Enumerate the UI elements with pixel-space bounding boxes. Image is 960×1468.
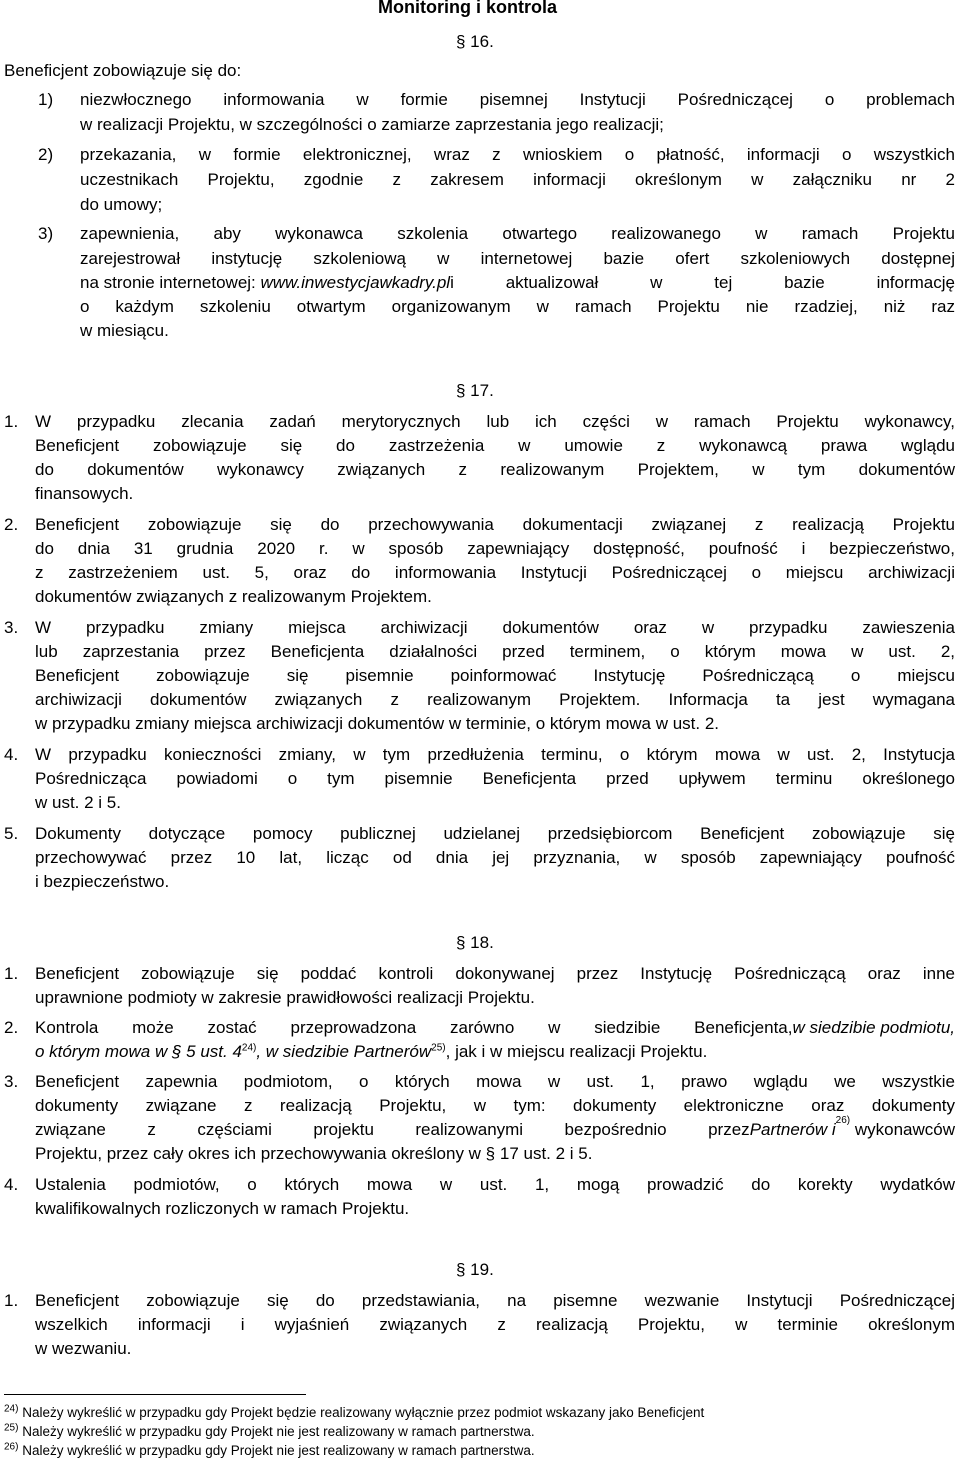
text-fragment: wykonawców: [850, 1120, 955, 1139]
text-fragment: na stronie internetowej:: [80, 273, 261, 292]
footnote-ref[interactable]: 24): [241, 1042, 257, 1054]
list-item-number: 3): [38, 224, 54, 243]
list-item-line: dokumentów związanych z realizowanym Projektem.: [35, 587, 432, 606]
list-item-line: do umowy;: [80, 195, 163, 214]
section-19-heading: § 19.: [456, 1260, 494, 1279]
list-item-line: Beneficjent zobowiązuje się do przechowywania dokumentacji związanej z realizacją Projektu: [35, 515, 955, 534]
text-fragment: o którym mowa w § 5 ust. 4: [35, 1042, 242, 1061]
list-item-line: zapewnienia, aby wykonawca szkolenia otwartego realizowanego w ramach Projektu: [80, 224, 955, 243]
text-fragment: w siedzibie podmiotu,: [792, 1018, 955, 1037]
list-item-line: do dnia 31 grudnia 2020 r. w sposób zapewniający dostępność, poufność i bezpieczeństwo,: [35, 539, 955, 558]
list-item-line: w miesiącu.: [80, 321, 169, 340]
footnote: [4, 1422, 535, 1439]
footnote-text: Należy wykreślić w przypadku gdy Projekt będzie realizowany wyłącznie przez podmiot wskazany jako Beneficjent: [22, 1405, 705, 1420]
list-item-number: 1): [38, 90, 54, 109]
list-item-number: 1.: [4, 1291, 19, 1310]
list-item-line: w realizacji Projektu, w szczególności o zamiarze zaprzestania jego realizacji;: [80, 115, 664, 134]
footnote-mark: 24): [4, 1403, 19, 1415]
list-item-number: 1.: [4, 964, 19, 983]
list-item-number: 4.: [4, 745, 19, 764]
list-item-line: Projektu, przez cały okres ich przechowywania określony w § 17 ust. 2 i 5.: [35, 1144, 593, 1163]
list-item-line: uczestnikach Projektu, zgodnie z zakresem informacji określonym w załączniku nr 2: [80, 170, 955, 189]
list-item-number: 2): [38, 145, 54, 164]
list-item-number: 2.: [4, 1018, 19, 1037]
footnote-text: Należy wykreślić w przypadku gdy Projekt nie jest realizowany w ramach partnerstwa.: [22, 1443, 535, 1458]
footnote: [4, 1441, 535, 1458]
text-fragment: Partnerów i: [749, 1120, 836, 1139]
list-item-number: 2.: [4, 515, 19, 534]
list-item-line: Beneficjent zobowiązuje się pisemnie poinformować Instytucję Pośredniczącą o miejscu: [35, 666, 955, 685]
list-item-line: uprawnione podmioty w zakresie prawidłowości realizacji Projektu.: [35, 988, 535, 1007]
list-item-line: zarejestrował instytucję szkoleniową w internetowej bazie ofert szkoleniowych dostępnej: [80, 249, 955, 268]
list-item-line: archiwizacji dokumentów związanych z realizowanym Projektem. Informacja ta jest wymagana: [35, 690, 955, 709]
section-17-heading: § 17.: [456, 381, 494, 400]
list-item-line: przekazania, w formie elektronicznej, wraz z wnioskiem o płatność, informacji o wszystkich: [80, 145, 955, 164]
footnote: [4, 1403, 705, 1420]
list-item-line: W przypadku zmiany miejsca archiwizacji dokumentów oraz w przypadku zawieszenia: [35, 618, 955, 637]
text-fragment: Kontrola może zostać przeprowadzona zarówno w siedzibie Beneficjenta,: [35, 1018, 793, 1037]
text-fragment: , jak i w miejscu realizacji Projektu.: [445, 1042, 708, 1061]
list-item-line: w wezwaniu.: [35, 1339, 132, 1358]
list-item-line: w przypadku zmiany miejsca archiwizacji dokumentów w terminie, o którym mowa w ust. 2.: [35, 714, 720, 733]
footnote-ref[interactable]: 26): [835, 1115, 851, 1126]
list-item-line: finansowych.: [35, 484, 134, 503]
list-item-line: niezwłocznego informowania w formie pisemnej Instytucji Pośredniczącej o problemach: [80, 90, 955, 109]
list-item-line: Ustalenia podmiotów, o których mowa w ust. 1, mogą prowadzić do korekty wydatków: [35, 1175, 955, 1194]
list-item-line: lub zaprzestania przez Beneficjenta działalności przed terminem, o którym mowa w ust. 2,: [35, 642, 955, 661]
list-item-line: Beneficjent zapewnia podmiotom, o których mowa w ust. 1, prawo wglądu we wszystkie: [35, 1072, 955, 1091]
footnote-text: Należy wykreślić w przypadku gdy Projekt nie jest realizowany w ramach partnerstwa.: [22, 1424, 535, 1439]
text-fragment: i aktualizował w tej bazie informację: [450, 273, 955, 292]
list-item-line: [35, 1115, 955, 1139]
footnote-mark: 26): [4, 1441, 19, 1453]
list-item-line: Beneficjent zobowiązuje się do przedstawiania, na pisemne wezwanie Instytucji Pośredniczącej: [35, 1291, 955, 1310]
section-18-heading: § 18.: [456, 933, 494, 952]
list-item-line: dokumenty związane z realizacją Projektu, w tym: dokumenty elektroniczne oraz dokumenty: [35, 1096, 955, 1115]
list-item-line: do dokumentów wykonawcy związanych z realizowanym Projektem, w tym dokumentów: [35, 460, 955, 479]
list-item-line: W przypadku zlecania zadań merytorycznych lub ich części w ramach Projektu wykonawcy,: [35, 412, 955, 431]
list-item-line: Beneficjent zobowiązuje się poddać kontroli dokonywanej przez Instytucję Pośredniczącą oraz inne: [35, 964, 955, 983]
footnote-mark: 25): [4, 1422, 19, 1434]
list-item-line: w ust. 2 i 5.: [35, 793, 121, 812]
list-item-line: [35, 1019, 955, 1036]
list-item-line: przechowywać przez 10 lat, licząc od dnia jej przyznania, w sposób zapewniający poufność: [35, 848, 955, 867]
list-item-number: 4.: [4, 1175, 19, 1194]
list-item-line: i bezpieczeństwo.: [35, 872, 170, 891]
list-item-line: kwalifikowalnych rozliczonych w ramach Projektu.: [35, 1199, 410, 1218]
list-item-number: 3.: [4, 618, 19, 637]
footnote-ref[interactable]: 25): [431, 1042, 446, 1054]
text-fragment: związane z częściami projektu realizowanymi bezpośrednio przez: [35, 1120, 750, 1139]
list-item-line: o każdym szkoleniu otwartym organizowanym w ramach Projektu nie rzadziej, niż raz: [80, 297, 955, 316]
list-item-line: Pośrednicząca powiadomi o tym pisemnie Beneficjenta przed upływem terminu określonego: [35, 769, 955, 788]
list-item-number: 5.: [4, 824, 19, 843]
footnote-divider: [4, 1394, 306, 1395]
list-item-line: wszelkich informacji i wyjaśnień związanych z realizacją Projektu, w terminie określonym: [35, 1315, 955, 1334]
text-fragment: , w siedzibie Partnerów: [256, 1042, 432, 1061]
section-16-heading: § 16.: [456, 32, 494, 51]
website-url: www.inwestycjawkadry.pl: [260, 273, 451, 292]
list-item-line: Beneficjent zobowiązuje się do zastrzeżenia w umowie z wykonawcą prawa wglądu: [35, 436, 955, 455]
list-item-number: 3.: [4, 1072, 19, 1091]
list-item-line: Dokumenty dotyczące pomocy publicznej udzielanej przedsiębiorcom Beneficjent zobowiązuje się: [35, 824, 955, 843]
intro-text: Beneficjent zobowiązuje się do:: [4, 61, 242, 80]
list-item-line: W przypadku konieczności zmiany, w tym przedłużenia terminu, o którym mowa w ust. 2, Instytucja: [35, 745, 955, 764]
list-item-line: [35, 1043, 707, 1060]
page-title: Monitoring i kontrola: [378, 0, 557, 17]
list-item-line: z zastrzeżeniem ust. 5, oraz do informowania Instytucji Pośredniczącej o miejscu archiwizacji: [35, 563, 955, 582]
list-item-number: 1.: [4, 412, 19, 431]
list-item-line-with-link: [80, 274, 955, 291]
